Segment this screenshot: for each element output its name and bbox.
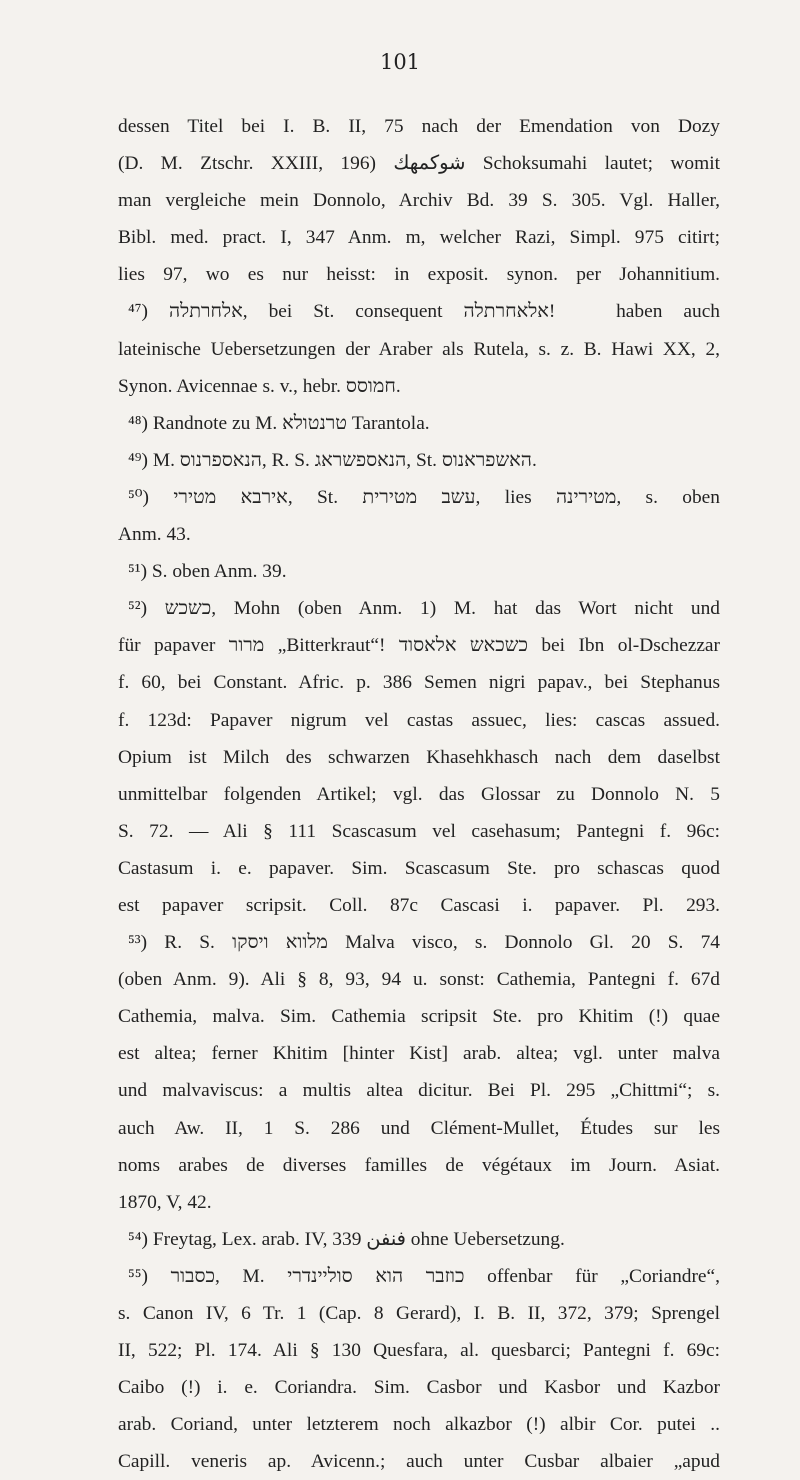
text-line: ⁴⁹) M. הנאספרנוס, R. S. הנאספשראג, St. האשפראנוס. [128, 449, 537, 471]
text-line: und malvaviscus: a multis altea dicitur. Bei Pl. 295 „Chittmi“; s. [118, 1080, 720, 1102]
text-line: s. Canon IV, 6 Tr. 1 (Cap. 8 Gerard), I. B. II, 372, 379; Sprengel [118, 1303, 720, 1324]
text-line: arab. Coriand, unter letzterem noch alkazbor (!) albir Cor. putei .. [118, 1414, 720, 1436]
text-line: noms arabes de diverses familles de végétaux im Journ. Asiat. [118, 1154, 720, 1176]
text-line: Capill. veneris ap. Avicenn.; auch unter Cusbar albaier „apud [118, 1451, 720, 1473]
text-line: ⁵⁰) אירבא מטירי, St. עשב מטירית, lies מטירינה, s. oben [128, 486, 720, 508]
text-line: unmittelbar folgenden Artikel; vgl. das Glossar zu Donnolo N. 5 [118, 783, 720, 805]
text-line: ⁵⁵) כסבור, M. כוזבר הוא סוליינדרי offenbar für „Coriandre“, [128, 1265, 720, 1287]
text-line: II, 522; Pl. 174. Ali § 130 Quesfara, al. quesbarci; Pantegni f. 69c: [118, 1340, 720, 1362]
text-line: Bibl. med. pract. I, 347 Anm. m, welcher Razi, Simpl. 975 citirt; [118, 227, 720, 249]
text-line: für papaver מרור „Bitterkraut“! כשכאש אלאסוד bei Ibn ol-Dschezzar [118, 635, 720, 657]
text-line: est altea; ferner Khitim [hinter Kist] arab. altea; vgl. unter malva [118, 1043, 720, 1065]
text-line: Opium ist Milch des schwarzen Khasehkhasch nach dem daselbst [118, 746, 720, 768]
text-line: f. 60, bei Constant. Afric. p. 386 Semen nigri papav., bei Stephanus [118, 672, 720, 694]
text-line: 1870, V, 42. [118, 1191, 212, 1213]
text-line: ⁴⁸) Randnote zu M. טרנטולא Tarantola. [128, 412, 430, 434]
text-line: Caibo (!) i. e. Coriandra. Sim. Casbor und Kasbor und Kazbor [118, 1377, 720, 1399]
text-line: ⁵¹) S. oben Anm. 39. [128, 561, 287, 583]
text-line: Castasum i. e. papaver. Sim. Scascasum Ste. pro schascas quod [118, 857, 720, 879]
text-line: lies 97, wo es nur heisst: in exposit. synon. per Johannitium. [118, 264, 720, 286]
text-line: Synon. Avicennae s. v., hebr. חמוסס. [118, 375, 401, 397]
text-line: ⁵³) R. S. מלווא ויסקו Malva visco, s. Donnolo Gl. 20 S. 74 [128, 932, 720, 954]
text-line: dessen Titel bei I. B. II, 75 nach der Emendation von Dozy [118, 116, 720, 137]
text-line: (oben Anm. 9). Ali § 8, 93, 94 u. sonst: Cathemia, Pantegni f. 67d [118, 969, 720, 991]
text-line: f. 123d: Papaver nigrum vel castas assuec, lies: cascas assued. [118, 709, 720, 731]
text-line: est papaver scripsit. Coll. 87c Cascasi i. papaver. Pl. 293. [118, 894, 720, 916]
text-line: Cathemia, malva. Sim. Cathemia scripsit Ste. pro Khitim (!) quae [118, 1006, 720, 1028]
text-line: ⁵⁴) Freytag, Lex. arab. IV, 339 فنفن ohne Uebersetzung. [128, 1228, 565, 1250]
text-line: (D. M. Ztschr. XXIII, 196) شوكمهك Schoksumahi lautet; womit [118, 153, 720, 175]
text-line: ⁴⁷) אלחרתלה, bei St. consequent אלאחרתלה! ㅤ haben auch [128, 301, 720, 323]
footnotes-body [118, 108, 720, 1480]
text-line: lateinische Uebersetzungen der Araber als Rutela, s. z. B. Hawi XX, 2, [118, 338, 720, 360]
text-line: S. 72. — Ali § 111 Scascasum vel casehasum; Pantegni f. 96c: [118, 820, 720, 842]
page-number: 101 [379, 50, 421, 74]
text-line: ⁵²) כשכש, Mohn (oben Anm. 1) M. hat das Wort nicht und [128, 598, 720, 620]
text-line: Anm. 43. [118, 524, 191, 546]
text-line: auch Aw. II, 1 S. 286 und Clément-Mullet, Études sur les [118, 1117, 720, 1139]
text-line: man vergleiche mein Donnolo, Archiv Bd. 39 S. 305. Vgl. Haller, [118, 190, 720, 212]
